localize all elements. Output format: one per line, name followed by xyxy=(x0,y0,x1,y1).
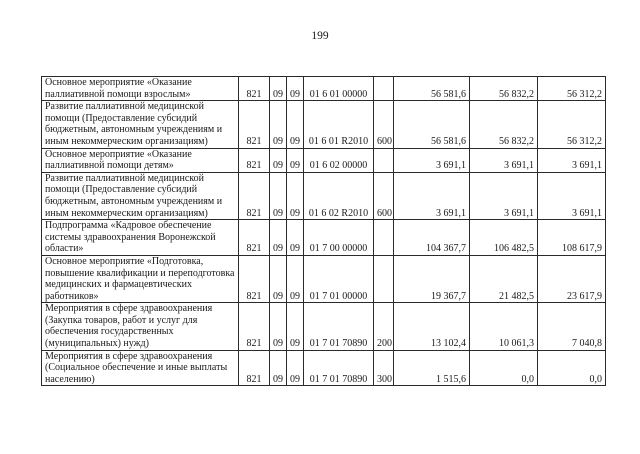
budget-table xyxy=(41,76,606,386)
row-pr: 09 xyxy=(287,220,304,256)
row-value-3: 3 691,1 xyxy=(538,148,606,172)
row-csr: 01 7 01 70890 xyxy=(304,350,374,386)
row-ved: 821 xyxy=(239,77,270,101)
row-rz: 09 xyxy=(270,255,287,302)
row-pr: 09 xyxy=(287,172,304,219)
row-rz: 09 xyxy=(270,101,287,148)
row-vr xyxy=(374,77,394,101)
row-value-1: 104 367,7 xyxy=(394,220,470,256)
row-value-1: 13 102,4 xyxy=(394,303,470,350)
row-pr: 09 xyxy=(287,303,304,350)
row-value-3: 23 617,9 xyxy=(538,255,606,302)
row-rz: 09 xyxy=(270,77,287,101)
row-name: Подпрограмма «Кадровое обеспечение системы здравоохранения Воронежской области» xyxy=(42,220,239,256)
row-vr: 600 xyxy=(374,101,394,148)
row-value-3: 56 312,2 xyxy=(538,77,606,101)
row-csr: 01 7 01 00000 xyxy=(304,255,374,302)
row-csr: 01 6 01 00000 xyxy=(304,77,374,101)
row-value-1: 56 581,6 xyxy=(394,77,470,101)
row-name: Развитие паллиативной медицинской помощи (Предоставление субсидий бюджетным, автономным учреждениям и иным некоммерческим организациям) xyxy=(42,101,239,148)
row-ved: 821 xyxy=(239,148,270,172)
row-value-2: 21 482,5 xyxy=(470,255,538,302)
row-value-3: 3 691,1 xyxy=(538,172,606,219)
row-csr: 01 6 02 R2010 xyxy=(304,172,374,219)
table-row xyxy=(42,303,606,350)
row-ved: 821 xyxy=(239,350,270,386)
row-pr: 09 xyxy=(287,148,304,172)
row-value-1: 1 515,6 xyxy=(394,350,470,386)
row-rz: 09 xyxy=(270,303,287,350)
row-value-1: 56 581,6 xyxy=(394,101,470,148)
row-value-2: 10 061,3 xyxy=(470,303,538,350)
row-name: Основное мероприятие «Оказание паллиативной помощи детям» xyxy=(42,148,239,172)
row-vr: 200 xyxy=(374,303,394,350)
row-vr xyxy=(374,255,394,302)
table-row xyxy=(42,148,606,172)
row-value-2: 0,0 xyxy=(470,350,538,386)
row-value-2: 3 691,1 xyxy=(470,172,538,219)
row-csr: 01 6 01 R2010 xyxy=(304,101,374,148)
row-ved: 821 xyxy=(239,172,270,219)
page-number: 199 xyxy=(311,30,329,42)
table-row xyxy=(42,220,606,256)
row-vr xyxy=(374,220,394,256)
row-rz: 09 xyxy=(270,172,287,219)
row-name: Мероприятия в сфере здравоохранения (Социальное обеспечение и иные выплаты населению) xyxy=(42,350,239,386)
row-name: Развитие паллиативной медицинской помощи (Предоставление субсидий бюджетным, автономным учреждениям и иным некоммерческим организациям) xyxy=(42,172,239,219)
table-row xyxy=(42,350,606,386)
table-row xyxy=(42,77,606,101)
row-value-3: 0,0 xyxy=(538,350,606,386)
row-value-1: 3 691,1 xyxy=(394,172,470,219)
row-value-2: 106 482,5 xyxy=(470,220,538,256)
row-vr: 300 xyxy=(374,350,394,386)
row-name: Мероприятия в сфере здравоохранения (Закупка товаров, работ и услуг для обеспечения государственных (муниципальных) нужд) xyxy=(42,303,239,350)
row-value-2: 56 832,2 xyxy=(470,101,538,148)
row-pr: 09 xyxy=(287,350,304,386)
row-rz: 09 xyxy=(270,350,287,386)
row-pr: 09 xyxy=(287,77,304,101)
row-csr: 01 7 01 70890 xyxy=(304,303,374,350)
row-value-2: 56 832,2 xyxy=(470,77,538,101)
row-value-3: 56 312,2 xyxy=(538,101,606,148)
table-row xyxy=(42,172,606,219)
row-ved: 821 xyxy=(239,303,270,350)
table-row xyxy=(42,101,606,148)
row-name: Основное мероприятие «Подготовка, повышение квалификации и переподготовка медицинских и фармацевтических работников» xyxy=(42,255,239,302)
row-value-2: 3 691,1 xyxy=(470,148,538,172)
row-value-3: 7 040,8 xyxy=(538,303,606,350)
row-csr: 01 6 02 00000 xyxy=(304,148,374,172)
row-value-1: 3 691,1 xyxy=(394,148,470,172)
row-ved: 821 xyxy=(239,220,270,256)
row-pr: 09 xyxy=(287,101,304,148)
row-name: Основное мероприятие «Оказание паллиативной помощи взрослым» xyxy=(42,77,239,101)
row-rz: 09 xyxy=(270,148,287,172)
row-value-3: 108 617,9 xyxy=(538,220,606,256)
row-value-1: 19 367,7 xyxy=(394,255,470,302)
row-ved: 821 xyxy=(239,101,270,148)
row-pr: 09 xyxy=(287,255,304,302)
row-vr xyxy=(374,148,394,172)
table-row xyxy=(42,255,606,302)
row-vr: 600 xyxy=(374,172,394,219)
row-rz: 09 xyxy=(270,220,287,256)
row-ved: 821 xyxy=(239,255,270,302)
row-csr: 01 7 00 00000 xyxy=(304,220,374,256)
